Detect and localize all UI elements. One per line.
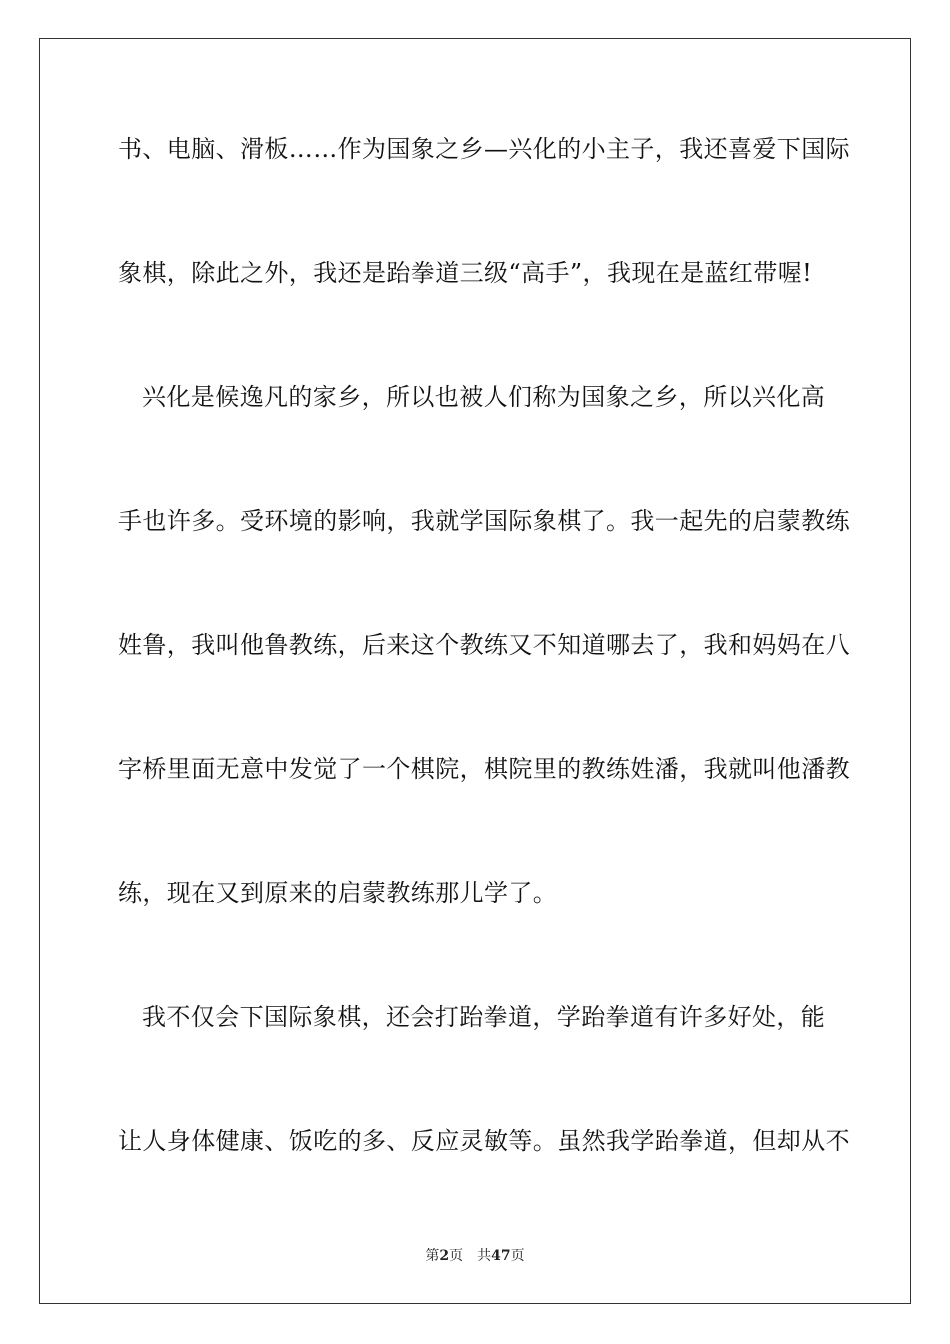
text-line: 兴化是候逸凡的家乡，所以也被人们称为国象之乡，所以兴化高 <box>142 383 826 411</box>
footer-total-prefix: 共 <box>477 1248 492 1264</box>
footer-total-suffix: 页 <box>510 1248 525 1264</box>
text-line: 让人身体健康、饭吃的多、反应灵敏等。虽然我学跆拳道，但却从不 <box>118 1127 850 1155</box>
total-page-count: 47 <box>491 1248 511 1264</box>
current-page-number: 2 <box>439 1248 450 1264</box>
text-line: 我不仅会下国际象棋，还会打跆拳道，学跆拳道有许多好处，能 <box>142 1003 826 1031</box>
footer-page-suffix: 页 <box>449 1248 464 1264</box>
text-line: 象棋，除此之外，我还是跆拳道三级“高手”，我现在是蓝红带喔! <box>118 259 813 287</box>
text-line: 书、电脑、滑板……作为国象之乡—兴化的小主子，我还喜爱下国际 <box>118 135 850 163</box>
text-line: 姓鲁，我叫他鲁教练，后来这个教练又不知道哪去了，我和妈妈在八 <box>118 631 850 659</box>
text-line: 字桥里面无意中发觉了一个棋院，棋院里的教练姓潘，我就叫他潘教 <box>118 755 850 783</box>
text-line: 练，现在又到原来的启蒙教练那儿学了。 <box>118 879 558 907</box>
footer-prefix: 第 <box>425 1248 440 1264</box>
text-line: 手也许多。受环境的影响，我就学国际象棋了。我一起先的启蒙教练 <box>118 507 850 535</box>
document-body <box>118 118 850 1234</box>
page-footer <box>0 1245 950 1265</box>
